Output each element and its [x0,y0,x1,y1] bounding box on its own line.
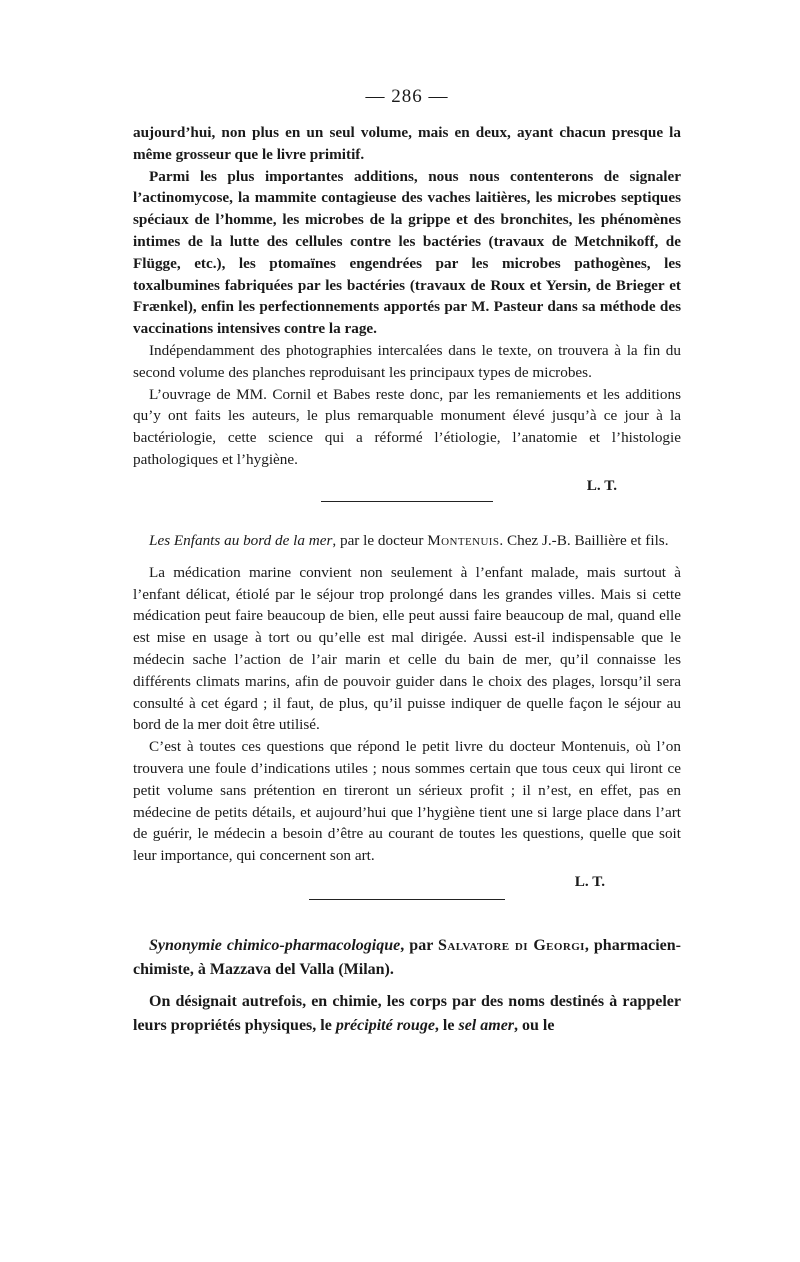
author-name: Montenuis [427,531,500,549]
paragraph: Parmi les plus importantes additions, nous nous contenterons de signaler l’actinomycose, la mammite contagieuse des vaches laitières, les microbes septiques spéciaux de l’homme, les microbes de la grippe et des bronchites, les phénomènes intimes de la lutte des cellules contre les bactéries (travaux de Metchnikoff, de Flügge, etc.), les ptomaïnes engendrées par les microbes pathogènes, les toxalbumines fabriquées par les bactéries (travaux de Roux et Yersin, de Brieger et Frænkel), enfin les perfectionnements apportés par M. Pasteur dans sa méthode des vaccinations intensives contre la rage. [133,167,681,338]
italic-term: précipité rouge [335,1016,435,1034]
book-title: Les Enfants au bord de la mer [149,531,333,549]
signature: L. T. [586,476,617,494]
paragraph: Indépendamment des photographies intercalées dans le texte, on trouvera à la fin du second volume des planches reproduisant les principaux types de microbes. [133,341,681,381]
title-text: , par le docteur [332,531,428,549]
paragraph: C’est à toutes ces questions que répond le petit livre du docteur Montenuis, où l’on trouvera une foule d’indications utiles ; nous sommes certain que tous ceux qui liront ce petit volume sans prétention en tireront un sérieux profit ; il n’est, en effet, pas en médecine de petits détails, et aujourd’hui que l’hygiène tient une si large place dans l’art de guérir, le médecin a besoin d’être au courant de toutes les questions, quelle que soit leur importance, qui concernent son art. [133,738,681,865]
divider [133,501,681,502]
review-title [133,530,681,552]
section-synonymie-review [133,934,681,1038]
paragraph-text: On désignait autrefois, en chimie, les corps par des noms destinés à rappeler leurs propriétés physiques, le [133,992,681,1034]
paragraph: aujourd’hui, non plus en un seul volume, mais en deux, ayant chacun presque la même grosseur que le livre primitif. [133,124,681,163]
author-name: Salvatore di Georgi [438,936,585,954]
paragraph-text: , le [434,1016,459,1034]
section-enfants-review [133,530,681,867]
title-text: . Chez J.-B. Baillière et fils. [499,531,669,549]
divider-line [321,501,493,502]
title-text: , pharmacien-chimiste, à Mazzava del Valla (Milan). [133,936,681,978]
book-page [133,84,681,1038]
page-number: — 286 — [365,86,449,107]
book-title: Synonymie chimico-pharmacologique [149,936,401,954]
title-text: , par [400,936,439,954]
italic-term: sel amer [458,1016,515,1034]
signature: L. T. [574,872,605,890]
paragraph [133,990,681,1038]
divider-line [309,899,505,900]
review-title [133,934,681,982]
paragraph: L’ouvrage de MM. Cornil et Babes reste donc, par les remaniements et les additions qu’y ont faits les auteurs, le plus remarquable monument élevé jusqu’à ce jour à la bactériologie, cette science qui a réformé l’étiologie, l’anatomie et l’histologie pathologiques et l’hygiène. [133,385,681,468]
paragraph: La médication marine convient non seulement à l’enfant malade, mais surtout à l’enfant délicat, étiolé par le séjour trop prolongé dans les grandes villes. Mais si cette médication peut faire beaucoup de bien, elle peut aussi faire beaucoup de mal, quand elle est mise en usage à tort ou qu’elle est mal dirigée. Aussi est-il indispensable que le médecin sache l’action de l’air marin et celle du bain de mer, qu’il connaisse les différents climats marins, afin de pouvoir guider dans le choix des plages, lorsqu’il sera consulté à cet égard ; il faut, de plus, qu’il puisse indiquer de quelle façon le séjour au bord de la mer doit être utilisé. [133,563,681,734]
divider [133,899,681,900]
section-bacteriology-review [133,122,681,471]
paragraph-text: , ou le [514,1016,555,1034]
